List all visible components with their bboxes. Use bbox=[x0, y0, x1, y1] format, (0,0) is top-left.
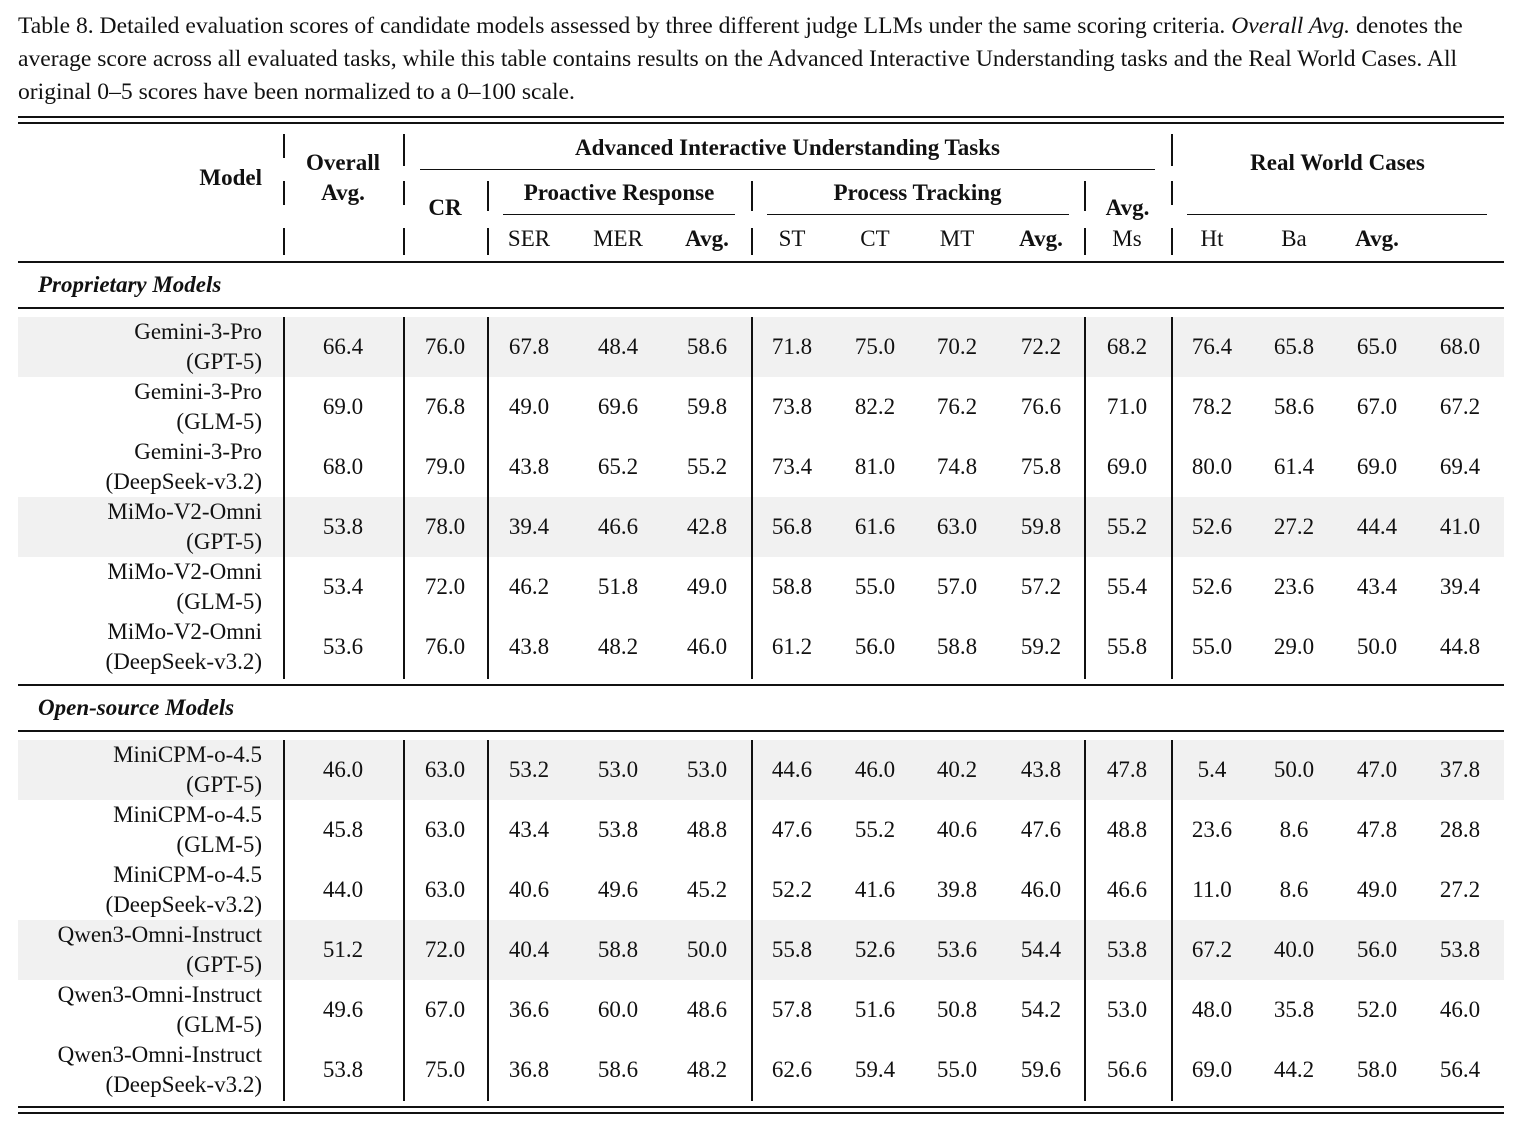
score-cell: 50.0 bbox=[686, 937, 728, 962]
score-cell: 58.0 bbox=[1356, 1057, 1398, 1082]
score-cell: 67.0 bbox=[424, 997, 466, 1022]
model-name-cell bbox=[106, 860, 262, 920]
judge-name: (GLM-5) bbox=[176, 589, 262, 614]
score-cell: 59.8 bbox=[686, 394, 728, 419]
score-cell: 76.4 bbox=[1191, 334, 1233, 359]
score-cell: 75.8 bbox=[1020, 454, 1062, 479]
score-cell: 43.4 bbox=[1356, 574, 1398, 599]
model-name: MiMo-V2-Omni bbox=[107, 559, 262, 584]
score-cell: 40.4 bbox=[508, 937, 550, 962]
score-cell: 39.4 bbox=[508, 514, 550, 539]
score-cell: 55.0 bbox=[936, 1057, 978, 1082]
table-row bbox=[0, 617, 1524, 677]
score-cell: 27.2 bbox=[1439, 877, 1481, 902]
score-cell: 56.8 bbox=[771, 514, 813, 539]
score-cell: 51.6 bbox=[854, 997, 896, 1022]
judge-name: (GLM-5) bbox=[176, 409, 262, 434]
column-separator bbox=[1171, 740, 1173, 1101]
table-row bbox=[0, 1040, 1524, 1100]
score-cell: 69.0 bbox=[1191, 1057, 1233, 1082]
header-model: Model bbox=[199, 165, 262, 190]
score-cell: 59.6 bbox=[1020, 1057, 1062, 1082]
score-cell: 52.2 bbox=[771, 877, 813, 902]
score-cell: 55.4 bbox=[1106, 574, 1148, 599]
score-cell: 59.4 bbox=[854, 1057, 896, 1082]
score-cell: 53.8 bbox=[322, 1057, 364, 1082]
table-row bbox=[0, 800, 1524, 860]
score-cell: 49.6 bbox=[597, 877, 639, 902]
score-cell: 54.4 bbox=[1020, 937, 1062, 962]
score-cell: 63.0 bbox=[424, 877, 466, 902]
score-cell: 67.2 bbox=[1191, 937, 1233, 962]
model-name-cell bbox=[58, 920, 262, 980]
model-name: Qwen3-Omni-Instruct bbox=[57, 922, 262, 947]
sub-header-5: MT bbox=[939, 226, 975, 251]
table-row bbox=[0, 860, 1524, 920]
sub-header-7: Ms bbox=[1112, 226, 1142, 251]
score-cell: 48.8 bbox=[1106, 817, 1148, 842]
score-cell: 43.8 bbox=[508, 454, 550, 479]
score-cell: 69.6 bbox=[597, 394, 639, 419]
sub-header-4: CT bbox=[860, 226, 890, 251]
model-name: MiMo-V2-Omni bbox=[107, 499, 262, 524]
score-cell: 53.0 bbox=[1106, 997, 1148, 1022]
score-cell: 51.2 bbox=[322, 937, 364, 962]
table-row bbox=[0, 980, 1524, 1040]
header-separator bbox=[1171, 134, 1173, 166]
score-cell: 70.2 bbox=[936, 334, 978, 359]
score-cell: 73.4 bbox=[771, 454, 813, 479]
score-cell: 55.8 bbox=[771, 937, 813, 962]
model-name: Gemini-3-Pro bbox=[134, 319, 262, 344]
score-cell: 58.6 bbox=[686, 334, 728, 359]
header-separator bbox=[487, 228, 489, 255]
score-cell: 49.0 bbox=[1356, 877, 1398, 902]
score-cell: 8.6 bbox=[1279, 877, 1309, 902]
score-cell: 40.2 bbox=[936, 757, 978, 782]
score-cell: 23.6 bbox=[1191, 817, 1233, 842]
column-separator bbox=[403, 317, 405, 679]
score-cell: 39.8 bbox=[936, 877, 978, 902]
score-cell: 46.0 bbox=[686, 634, 728, 659]
header-separator bbox=[751, 228, 753, 255]
score-cell: 53.4 bbox=[322, 574, 364, 599]
score-cell: 43.4 bbox=[508, 817, 550, 842]
judge-name: (GLM-5) bbox=[176, 832, 262, 857]
column-separator bbox=[1084, 740, 1086, 1101]
score-cell: 76.6 bbox=[1020, 394, 1062, 419]
score-cell: 55.2 bbox=[1106, 514, 1148, 539]
score-cell: 52.6 bbox=[1191, 514, 1233, 539]
score-cell: 48.6 bbox=[686, 997, 728, 1022]
sub-header-10: Avg. bbox=[1355, 226, 1399, 251]
score-cell: 56.4 bbox=[1439, 1057, 1481, 1082]
caption-label: Table 8. bbox=[18, 13, 94, 39]
sub-header-9: Ba bbox=[1281, 226, 1307, 251]
score-cell: 47.8 bbox=[1356, 817, 1398, 842]
score-cell: 78.2 bbox=[1191, 394, 1233, 419]
judge-name: (GPT-5) bbox=[186, 772, 262, 797]
rwc-underline bbox=[1187, 214, 1487, 215]
header-separator bbox=[487, 181, 489, 211]
score-cell: 68.0 bbox=[1439, 334, 1481, 359]
proactive-underline bbox=[503, 214, 735, 215]
score-cell: 46.0 bbox=[1020, 877, 1062, 902]
score-cell: 51.8 bbox=[597, 574, 639, 599]
header-process: Process Tracking bbox=[833, 180, 1002, 205]
score-cell: 45.2 bbox=[686, 877, 728, 902]
score-cell: 45.8 bbox=[322, 817, 364, 842]
score-cell: 56.0 bbox=[1356, 937, 1398, 962]
judge-name: (DeepSeek-v3.2) bbox=[105, 1072, 262, 1097]
model-name-cell bbox=[58, 980, 262, 1040]
judge-name: (DeepSeek-v3.2) bbox=[105, 892, 262, 917]
score-cell: 44.4 bbox=[1356, 514, 1398, 539]
score-cell: 67.8 bbox=[508, 334, 550, 359]
score-cell: 81.0 bbox=[854, 454, 896, 479]
score-cell: 49.0 bbox=[686, 574, 728, 599]
score-cell: 49.6 bbox=[322, 997, 364, 1022]
score-cell: 44.8 bbox=[1439, 634, 1481, 659]
score-cell: 50.0 bbox=[1356, 634, 1398, 659]
column-separator bbox=[1084, 317, 1086, 679]
column-separator bbox=[487, 740, 489, 1101]
column-separator bbox=[283, 317, 285, 679]
judge-name: (DeepSeek-v3.2) bbox=[105, 649, 262, 674]
table-row bbox=[0, 497, 1524, 557]
header-separator bbox=[283, 181, 285, 205]
model-name-cell bbox=[107, 557, 262, 617]
model-name-cell bbox=[134, 317, 262, 377]
score-cell: 53.8 bbox=[1439, 937, 1481, 962]
score-cell: 53.8 bbox=[322, 514, 364, 539]
score-cell: 71.0 bbox=[1106, 394, 1148, 419]
score-cell: 53.6 bbox=[322, 634, 364, 659]
top-rule bbox=[18, 116, 1504, 118]
sub-header-3: ST bbox=[778, 226, 806, 251]
caption-text-1: Detailed evaluation scores of candidate models assessed by three different judge LLMs under the same scoring criteria. bbox=[93, 13, 1232, 39]
header-separator bbox=[1084, 181, 1086, 211]
score-cell: 65.8 bbox=[1273, 334, 1315, 359]
score-cell: 68.0 bbox=[322, 454, 364, 479]
score-cell: 55.8 bbox=[1106, 634, 1148, 659]
table-row bbox=[0, 740, 1524, 800]
sub-header-1: MER bbox=[593, 226, 643, 251]
score-cell: 57.0 bbox=[936, 574, 978, 599]
judge-name: (GPT-5) bbox=[186, 349, 262, 374]
column-separator bbox=[487, 317, 489, 679]
header-rwc: Real World Cases bbox=[1250, 150, 1425, 175]
model-name: MiniCPM-o-4.5 bbox=[113, 802, 262, 827]
column-separator bbox=[751, 317, 753, 679]
table-row bbox=[0, 377, 1524, 437]
score-cell: 44.2 bbox=[1273, 1057, 1315, 1082]
score-cell: 58.8 bbox=[597, 937, 639, 962]
header-separator bbox=[1084, 228, 1086, 255]
score-cell: 48.4 bbox=[597, 334, 639, 359]
column-separator bbox=[403, 740, 405, 1101]
score-cell: 46.6 bbox=[597, 514, 639, 539]
caption-text-2: denotes the average score across all evaluated tasks, while this table contains results on the Advanced Interactive Understanding tasks and the Real World Cases. All original 0–5 scores have been normalized to a 0–100 scale. bbox=[18, 13, 1463, 105]
header-separator bbox=[283, 134, 285, 158]
score-cell: 46.6 bbox=[1106, 877, 1148, 902]
judge-name: (GPT-5) bbox=[186, 529, 262, 554]
score-cell: 75.0 bbox=[424, 1057, 466, 1082]
score-cell: 54.2 bbox=[1020, 997, 1062, 1022]
model-name-cell bbox=[134, 377, 262, 437]
score-cell: 40.6 bbox=[936, 817, 978, 842]
score-cell: 55.0 bbox=[1191, 634, 1233, 659]
header-proactive: Proactive Response bbox=[523, 180, 715, 205]
sub-header-2: Avg. bbox=[685, 226, 729, 251]
score-cell: 58.6 bbox=[1273, 394, 1315, 419]
column-separator bbox=[283, 740, 285, 1101]
score-cell: 63.0 bbox=[424, 757, 466, 782]
model-name-cell bbox=[106, 437, 262, 497]
score-cell: 58.8 bbox=[771, 574, 813, 599]
table-row bbox=[0, 317, 1524, 377]
sub-header-8: Ht bbox=[1200, 226, 1224, 251]
score-cell: 48.0 bbox=[1191, 997, 1233, 1022]
score-cell: 23.6 bbox=[1273, 574, 1315, 599]
group-title: Open-source Models bbox=[38, 695, 235, 720]
header-separator bbox=[1171, 228, 1173, 255]
score-cell: 46.0 bbox=[854, 757, 896, 782]
score-cell: 40.6 bbox=[508, 877, 550, 902]
header-cr: CR bbox=[428, 195, 462, 220]
score-cell: 55.0 bbox=[854, 574, 896, 599]
model-name-cell bbox=[106, 617, 262, 677]
sub-header-0: SER bbox=[507, 226, 551, 251]
score-cell: 43.8 bbox=[1020, 757, 1062, 782]
model-name: MiMo-V2-Omni bbox=[107, 619, 262, 644]
score-cell: 65.0 bbox=[1356, 334, 1398, 359]
score-cell: 55.2 bbox=[686, 454, 728, 479]
score-cell: 55.2 bbox=[854, 817, 896, 842]
score-cell: 46.2 bbox=[508, 574, 550, 599]
column-separator bbox=[751, 740, 753, 1101]
group2-top-rule bbox=[18, 684, 1504, 686]
score-cell: 76.2 bbox=[936, 394, 978, 419]
header-aiu-avg: Avg. bbox=[1105, 195, 1150, 220]
score-cell: 82.2 bbox=[854, 394, 896, 419]
model-name: Gemini-3-Pro bbox=[134, 439, 262, 464]
model-name-cell bbox=[107, 497, 262, 557]
score-cell: 80.0 bbox=[1191, 454, 1233, 479]
score-cell: 58.6 bbox=[597, 1057, 639, 1082]
score-cell: 44.0 bbox=[322, 877, 364, 902]
score-cell: 72.0 bbox=[424, 937, 466, 962]
sub-header-6: Avg. bbox=[1019, 226, 1063, 251]
score-cell: 67.2 bbox=[1439, 394, 1481, 419]
score-cell: 53.6 bbox=[936, 937, 978, 962]
score-cell: 36.8 bbox=[508, 1057, 550, 1082]
model-name: MiniCPM-o-4.5 bbox=[113, 862, 262, 887]
group2-rule bbox=[18, 730, 1504, 732]
header-separator bbox=[751, 181, 753, 211]
header-separator bbox=[1171, 181, 1173, 205]
table-row bbox=[0, 437, 1524, 497]
score-cell: 76.8 bbox=[424, 394, 466, 419]
score-cell: 41.6 bbox=[854, 877, 896, 902]
header-separator bbox=[403, 134, 405, 166]
score-cell: 53.8 bbox=[1106, 937, 1148, 962]
score-cell: 37.8 bbox=[1439, 757, 1481, 782]
score-cell: 50.0 bbox=[1273, 757, 1315, 782]
score-cell: 47.8 bbox=[1106, 757, 1148, 782]
table-row bbox=[0, 557, 1524, 617]
score-cell: 42.8 bbox=[686, 514, 728, 539]
score-cell: 47.6 bbox=[771, 817, 813, 842]
score-cell: 47.6 bbox=[1020, 817, 1062, 842]
model-name-cell bbox=[113, 800, 262, 860]
score-cell: 65.2 bbox=[597, 454, 639, 479]
score-cell: 66.4 bbox=[322, 334, 364, 359]
top-rule-2 bbox=[18, 122, 1504, 124]
group1-rule bbox=[18, 307, 1504, 309]
score-cell: 63.0 bbox=[936, 514, 978, 539]
score-cell: 61.2 bbox=[771, 634, 813, 659]
bottom-rule bbox=[18, 1106, 1504, 1108]
score-cell: 69.0 bbox=[322, 394, 364, 419]
score-cell: 75.0 bbox=[854, 334, 896, 359]
score-cell: 76.0 bbox=[424, 334, 466, 359]
score-cell: 76.0 bbox=[424, 634, 466, 659]
score-cell: 63.0 bbox=[424, 817, 466, 842]
score-cell: 59.2 bbox=[1020, 634, 1062, 659]
header-separator bbox=[403, 181, 405, 205]
score-cell: 61.4 bbox=[1273, 454, 1315, 479]
score-cell: 72.0 bbox=[424, 574, 466, 599]
score-cell: 52.0 bbox=[1356, 997, 1398, 1022]
model-name: Gemini-3-Pro bbox=[134, 379, 262, 404]
score-cell: 48.8 bbox=[686, 817, 728, 842]
aiu-underline bbox=[420, 169, 1155, 170]
bottom-rule-2 bbox=[18, 1112, 1504, 1114]
score-cell: 49.0 bbox=[508, 394, 550, 419]
score-cell: 61.6 bbox=[854, 514, 896, 539]
score-cell: 29.0 bbox=[1273, 634, 1315, 659]
header-separator bbox=[283, 228, 285, 255]
judge-name: (DeepSeek-v3.2) bbox=[105, 469, 262, 494]
table-row bbox=[0, 920, 1524, 980]
score-cell: 40.0 bbox=[1273, 937, 1315, 962]
score-cell: 11.0 bbox=[1192, 877, 1232, 902]
judge-name: (GLM-5) bbox=[176, 1012, 262, 1037]
header-overall-line1: Overall bbox=[305, 150, 381, 175]
process-underline bbox=[767, 214, 1069, 215]
score-cell: 74.8 bbox=[936, 454, 978, 479]
score-cell: 53.2 bbox=[508, 757, 550, 782]
header-bottom-rule bbox=[18, 261, 1504, 263]
score-cell: 5.4 bbox=[1197, 757, 1227, 782]
score-cell: 79.0 bbox=[424, 454, 466, 479]
score-cell: 69.0 bbox=[1106, 454, 1148, 479]
score-cell: 69.0 bbox=[1356, 454, 1398, 479]
header-separator bbox=[403, 228, 405, 255]
model-name: MiniCPM-o-4.5 bbox=[113, 742, 262, 767]
score-cell: 57.8 bbox=[771, 997, 813, 1022]
score-cell: 8.6 bbox=[1279, 817, 1309, 842]
score-cell: 60.0 bbox=[597, 997, 639, 1022]
score-cell: 41.0 bbox=[1439, 514, 1481, 539]
score-cell: 50.8 bbox=[936, 997, 978, 1022]
score-cell: 58.8 bbox=[936, 634, 978, 659]
score-cell: 28.8 bbox=[1439, 817, 1481, 842]
group-title: Proprietary Models bbox=[38, 272, 222, 297]
score-cell: 57.2 bbox=[1020, 574, 1062, 599]
model-name: Qwen3-Omni-Instruct bbox=[57, 1042, 262, 1067]
score-cell: 46.0 bbox=[322, 757, 364, 782]
model-name-cell bbox=[58, 1040, 262, 1100]
score-cell: 62.6 bbox=[771, 1057, 813, 1082]
score-cell: 27.2 bbox=[1273, 514, 1315, 539]
score-cell: 53.0 bbox=[597, 757, 639, 782]
score-cell: 43.8 bbox=[508, 634, 550, 659]
column-separator bbox=[1171, 317, 1173, 679]
score-cell: 56.0 bbox=[854, 634, 896, 659]
score-cell: 53.0 bbox=[686, 757, 728, 782]
score-cell: 56.6 bbox=[1106, 1057, 1148, 1082]
score-cell: 69.4 bbox=[1439, 454, 1481, 479]
score-cell: 35.8 bbox=[1273, 997, 1315, 1022]
score-cell: 44.6 bbox=[771, 757, 813, 782]
score-cell: 71.8 bbox=[771, 334, 813, 359]
score-cell: 39.4 bbox=[1439, 574, 1481, 599]
score-cell: 48.2 bbox=[686, 1057, 728, 1082]
score-cell: 52.6 bbox=[1191, 574, 1233, 599]
model-name: Qwen3-Omni-Instruct bbox=[57, 982, 262, 1007]
score-cell: 52.6 bbox=[854, 937, 896, 962]
judge-name: (GPT-5) bbox=[186, 952, 262, 977]
score-cell: 68.2 bbox=[1106, 334, 1148, 359]
score-cell: 72.2 bbox=[1020, 334, 1062, 359]
score-cell: 36.6 bbox=[508, 997, 550, 1022]
score-cell: 78.0 bbox=[424, 514, 466, 539]
score-cell: 53.8 bbox=[597, 817, 639, 842]
header-aiu: Advanced Interactive Understanding Tasks bbox=[575, 135, 1000, 160]
header-overall-line2: Avg. bbox=[321, 180, 365, 205]
caption-italic-term: Overall Avg. bbox=[1231, 13, 1351, 39]
score-cell: 73.8 bbox=[771, 394, 813, 419]
score-cell: 67.0 bbox=[1356, 394, 1398, 419]
score-cell: 59.8 bbox=[1020, 514, 1062, 539]
model-name-cell bbox=[113, 740, 262, 800]
score-cell: 47.0 bbox=[1356, 757, 1398, 782]
score-cell: 48.2 bbox=[597, 634, 639, 659]
score-cell: 46.0 bbox=[1439, 997, 1481, 1022]
